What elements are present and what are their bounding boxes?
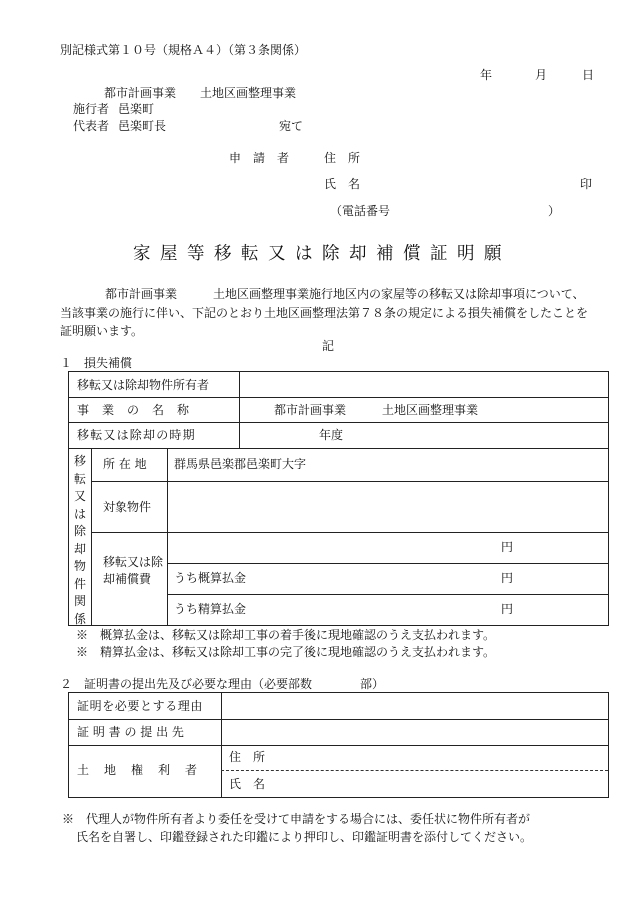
location-value: 群馬県邑楽郡邑楽町大字 <box>174 457 307 471</box>
form-label: 別記様式第１０号（規格Ａ４）（第３条関係） <box>60 43 307 57</box>
addressee-representative-value: 邑楽町長 <box>118 119 167 133</box>
period-value: 年度 <box>319 428 344 442</box>
final-label: うち精算払金 <box>174 602 247 616</box>
cost-label: 移転又は除却補償費 <box>103 555 164 586</box>
date-day: 日 <box>582 68 595 82</box>
landowner-label: 土 地 権 利 者 <box>77 763 199 777</box>
section2-heading: ２ 証明書の提出先及び必要な理由（必要部数 部） <box>60 677 385 691</box>
applicant-name-label: 氏 名 <box>324 177 361 191</box>
object-label: 対象物件 <box>103 500 152 514</box>
applicant-address-label: 住 所 <box>324 151 361 165</box>
phone-open: （電話番号 <box>330 204 391 218</box>
applicant-label: 申 請 者 <box>229 151 290 165</box>
project-label: 事 業 の 名 称 <box>77 403 190 417</box>
body-paragraph: 都市計画事業 土地区画整理事業施行地区内の家屋等の移転又は除却事項について、当該事業の施行に伴い、下記のとおり土地区画整理法第７８条の規定による損失補償をしたことを証明願います。 <box>60 287 589 338</box>
footer-note-line2: 氏名を自署し、印鑑登録された印鑑により押印し、印鑑証明書を添付してください。 <box>76 830 533 844</box>
addressee-executor-value: 邑楽町 <box>118 102 155 116</box>
ki-mark: 記 <box>322 339 335 353</box>
destination-label: 証 明 書 の 提 出 先 <box>77 725 184 739</box>
reason-label: 証明を必要とする理由 <box>77 699 204 713</box>
certificate-table <box>68 692 609 798</box>
object-relation-vertical-label: 移転又は除却物件関係 <box>73 454 86 626</box>
landowner-name-label: 氏 名 <box>229 777 266 791</box>
compensation-table <box>68 371 609 626</box>
approx-label: うち概算払金 <box>174 571 247 585</box>
note-final: ※ 精算払金は、移転又は除却工事の完了後に現地確認のうえ支払われます。 <box>76 645 496 659</box>
project-value: 都市計画事業 土地区画整理事業 <box>274 403 479 417</box>
owner-label: 移転又は除却物件所有者 <box>77 378 210 392</box>
landowner-address-label: 住 所 <box>229 750 266 764</box>
date-month: 月 <box>535 68 548 82</box>
addressee-project: 都市計画事業 土地区画整理事業 <box>104 86 297 100</box>
addressee-suffix: 宛て <box>279 119 304 133</box>
seal-mark: 印 <box>580 177 593 191</box>
date-year: 年 <box>480 68 493 82</box>
note-approx: ※ 概算払金は、移転又は除却工事の着手後に現地確認のうえ支払われます。 <box>76 628 496 642</box>
phone-close: ） <box>548 204 561 218</box>
addressee-representative-label: 代表者 <box>73 119 110 133</box>
cost-yen: 円 <box>501 540 514 554</box>
addressee-executor-label: 施行者 <box>73 102 110 116</box>
section1-heading: １ 損失補償 <box>60 356 133 370</box>
approx-yen: 円 <box>501 571 514 585</box>
location-label: 所 在 地 <box>103 457 147 471</box>
period-label: 移転又は除却の時期 <box>77 428 196 442</box>
page-title: 家屋等移転又は除却補償証明願 <box>133 244 511 264</box>
final-yen: 円 <box>501 602 514 616</box>
footer-note-line1: ※ 代理人が物件所有者より委任を受けて申請をする場合には、委任状に物件所有者が <box>62 812 531 826</box>
